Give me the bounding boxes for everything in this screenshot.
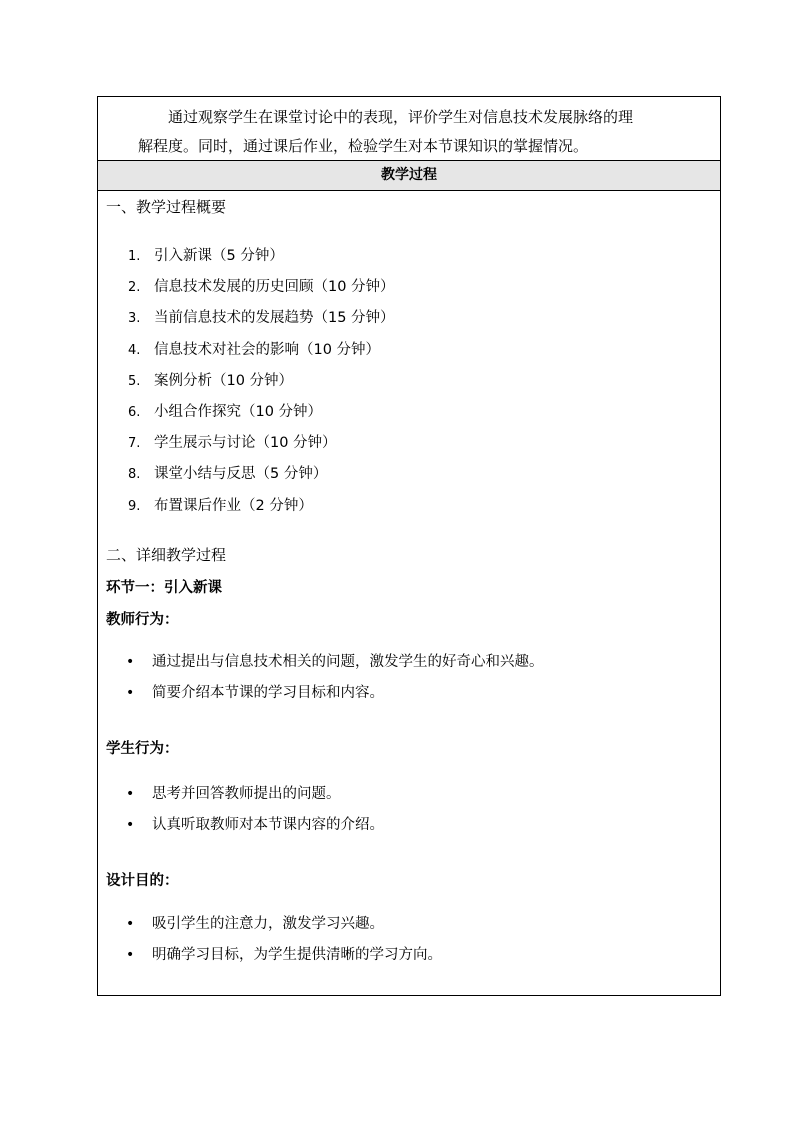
list-item-number: 1. — [128, 249, 141, 264]
list-item-text: 学生展示与讨论（10 分钟） — [154, 435, 337, 452]
process-header: 教学过程 — [98, 161, 720, 191]
list-item — [126, 678, 544, 709]
list-item — [128, 272, 395, 303]
list-item — [128, 303, 395, 334]
list-item-text: 布置课后作业（2 分钟） — [154, 497, 313, 514]
list-item-text: 当前信息技术的发展趋势（15 分钟） — [154, 310, 395, 327]
list-item-number: 6. — [128, 404, 141, 420]
list-item — [126, 779, 384, 810]
teacher-bullets — [126, 647, 544, 709]
list-item-number: 9. — [128, 498, 141, 514]
evaluation-line-1 — [138, 103, 696, 132]
bullet-icon: • — [126, 947, 135, 963]
list-item-number: 8. — [128, 467, 141, 483]
teacher-label: 教师行为： — [106, 612, 179, 628]
overview-list — [128, 241, 395, 522]
student-label: 学生行为： — [106, 741, 179, 757]
list-item — [126, 647, 544, 678]
bullet-icon: • — [126, 654, 135, 670]
list-item-text: 案例分析（10 分钟） — [154, 372, 294, 389]
lesson-table — [97, 96, 721, 996]
list-item-number: 7. — [128, 436, 141, 452]
detail-title: 二、详细教学过程 — [106, 546, 227, 564]
list-item — [126, 810, 384, 841]
list-item-number: 4. — [128, 342, 141, 358]
list-item-text: 简要介绍本节课的学习目标和内容。 — [152, 685, 384, 701]
list-item — [128, 491, 395, 522]
list-item-text: 小组合作探究（10 分钟） — [154, 403, 323, 420]
list-item-text: 吸引学生的注意力，激发学习兴趣。 — [152, 916, 384, 932]
purpose-bullets — [126, 909, 442, 971]
bullet-icon: • — [126, 817, 135, 833]
evaluation-line-2: 解程度。同时，通过课后作业，检验学生对本节课知识的掌握情况。 — [138, 137, 589, 155]
list-item — [128, 397, 395, 428]
list-item-text: 思考并回答教师提出的问题。 — [152, 786, 341, 802]
overview-title: 一、教学过程概要 — [106, 198, 227, 216]
list-item — [128, 241, 395, 272]
list-item-number: 2. — [128, 280, 141, 296]
list-item-text: 认真听取教师对本节课内容的介绍。 — [152, 817, 384, 833]
bullet-icon: • — [126, 685, 135, 701]
list-item — [128, 335, 395, 366]
list-item — [126, 940, 442, 971]
list-item-number: 3. — [128, 311, 141, 327]
evaluation-cell — [98, 97, 720, 161]
stage-title: 环节一：引入新课 — [106, 580, 222, 596]
list-item-text: 通过提出与信息技术相关的问题，激发学生的好奇心和兴趣。 — [152, 654, 544, 670]
bullet-icon: • — [126, 916, 135, 932]
list-item — [128, 428, 395, 459]
list-item — [128, 366, 395, 397]
list-item-text: 信息技术发展的历史回顾（10 分钟） — [154, 279, 395, 296]
list-item-text: 课堂小结与反思（5 分钟） — [154, 466, 328, 483]
purpose-label: 设计目的： — [106, 873, 179, 889]
evaluation-line-1-text: 通过观察学生在课堂讨论中的表现，评价学生对信息技术发展脉络的理 — [168, 108, 634, 126]
list-item-text: 明确学习目标，为学生提供清晰的学习方向。 — [152, 947, 442, 963]
list-item-text: 信息技术对社会的影响（10 分钟） — [154, 341, 381, 358]
student-bullets — [126, 779, 384, 841]
bullet-icon: • — [126, 786, 135, 802]
list-item — [126, 909, 442, 940]
list-item-number: 5. — [128, 373, 141, 389]
process-content-cell — [98, 191, 720, 995]
list-item-text: 引入新课（5 分钟） — [154, 248, 284, 264]
list-item — [128, 459, 395, 490]
